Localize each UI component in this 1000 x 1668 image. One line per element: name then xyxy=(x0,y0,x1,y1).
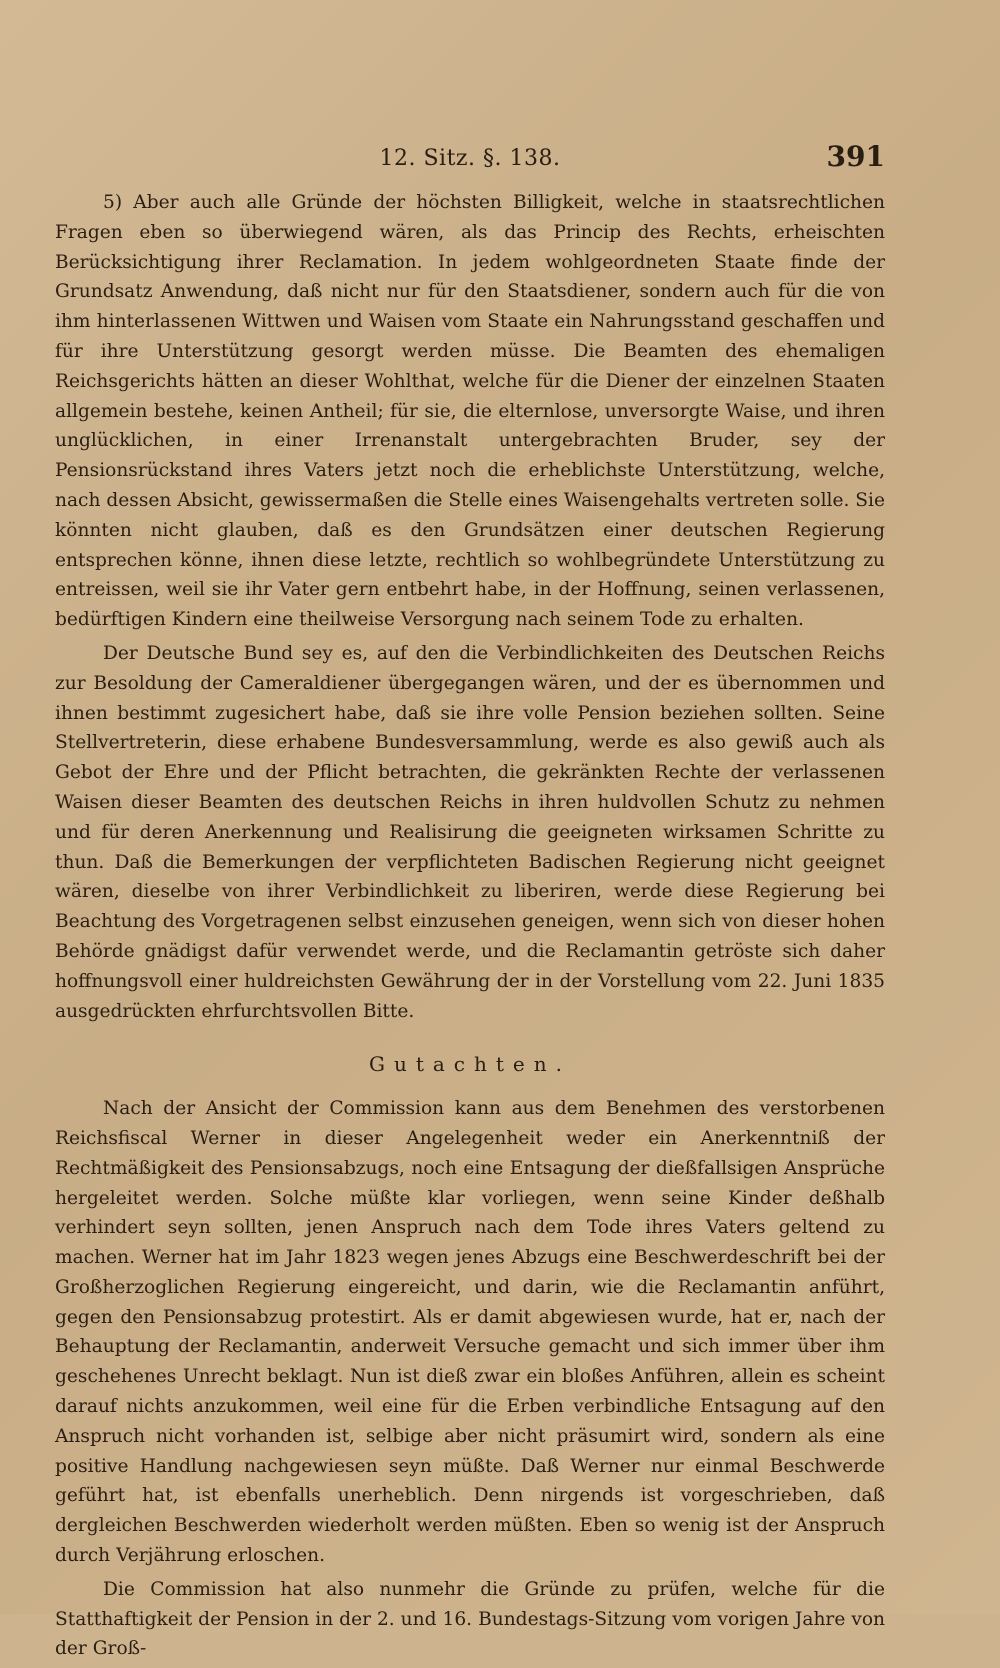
paragraph: Die Commission hat also nunmehr die Gründe zu prüfen, welche für die Statthaftigkeit der Pension in der 2. und 16. Bundestags-Sitzung vom vorigen Jahre von der Groß- xyxy=(55,1578,885,1660)
page-header xyxy=(55,140,885,180)
paragraph: Nach der Ansicht der Commission kann aus dem Benehmen des verstorbenen Reichsfiscal Werner in dieser Angelegenheit weder ein Anerkenntniß der Rechtmäßigkeit des Pensionsabzugs, noch eine Entsagung der dießfallsigen Ansprüche hergeleitet werden. Solche müßte klar vorliegen, wenn seine Kinder deßhalb verhindert seyn sollten, jenen Anspruch nach dem Tode ihres Vaters geltend zu machen. Werner hat im Jahr 1823 wegen jenes Abzugs eine Beschwerdeschrift bei der Großherzoglichen Regierung eingereicht, und darin, wie die Reclamantin anführt, gegen den Pensionsabzug protestirt. Als er damit abgewiesen wurde, hat er, nach der Behauptung der Reclamantin, anderweit Versuche gemacht und sich immer über ihm geschehenes Unrecht beklagt. Nun ist dieß zwar ein bloßes Anführen, allein es scheint darauf nichts anzukommen, weil eine für die Erben verbindliche Entsagung auf den Anspruch nicht vorhanden ist, selbige aber nicht präsumirt wird, sondern als eine positive Handlung nachgewiesen seyn müßte. Daß Werner nur einmal Beschwerde geführt hat, ist ebenfalls unerheblich. Denn nirgends ist vorgeschrieben, daß dergleichen Beschwerden wiederholt werden müßten. Eben so wenig ist der Anspruch durch Verjährung erloschen. xyxy=(55,1098,885,1567)
page-number: 391 xyxy=(826,140,885,173)
paragraph: Der Deutsche Bund sey es, auf den die Verbindlichkeiten des Deutschen Reichs zur Besoldung der Cameraldiener übergegangen wären, und der es übernommen und ihnen bestimmt zugesichert habe, daß sie ihre volle Pension beziehen sollten. Seine Stellvertreterin, diese erhabene Bundesversammlung, werde es also gewiß auch als Gebot der Ehre und der Pflicht betrachten, die gekränkten Rechte der verlassenen Waisen dieser Beamten des deutschen Reichs in ihren huldvollen Schutz zu nehmen und für deren Anerkennung und Realisirung die geeigneten wirksamen Schritte zu thun. Daß die Bemerkungen der verpflichteten Badischen Regierung nicht geeignet wären, dieselbe von ihrer Verbindlichkeit zu liberiren, werde diese Regierung bei Beachtung des Vorgetragenen selbst einzusehen geneigen, wenn sich von dieser hohen Behörde gnädigst dafür verwendet werde, und die Reclamantin getröste sich daher hoffnungsvoll einer huldreichsten Gewährung der in der Vorstellung vom 22. Juni 1835 ausgedrückten ehrfurchtsvollen Bitte. xyxy=(55,642,885,1022)
running-head: 12. Sitz. §. 138. xyxy=(379,146,561,171)
section-heading: Gutachten. xyxy=(368,1052,571,1077)
page-body xyxy=(55,188,885,1668)
paragraph: 5) Aber auch alle Gründe der höchsten Billigkeit, welche in staatsrechtlichen Fragen eben so überwiegend wären, als das Princip des Rechts, erheischten Berücksichtigung ihrer Reclamation. In jedem wohlgeordneten Staate finde der Grundsatz Anwendung, daß nicht nur für den Staatsdiener, sondern auch für die von ihm hinterlassenen Wittwen und Waisen vom Staate ein Nahrungsstand geschaffen und für ihre Unterstützung gesorgt werden müsse. Die Beamten des ehemaligen Reichsgerichts hätten an dieser Wohlthat, welche für die Diener der einzelnen Staaten allgemein bestehe, keinen Antheil; für sie, die elternlose, unversorgte Waise, und ihren unglücklichen, in einer Irrenanstalt untergebrachten Bruder, sey der Pensionsrückstand ihres Vaters jetzt noch die erheblichste Unterstützung, welche, nach dessen Absicht, gewissermaßen die Stelle eines Waisengehalts vertreten solle. Sie könnten nicht glauben, daß es den Grundsätzen einer deutschen Regierung entsprechen könne, ihnen diese letzte, rechtlich so wohlbegründete Unterstützung zu entreissen, weil sie ihr Vater gern entbehrt habe, in der Hoffnung, seinen verlassenen, bedürftigen Kindern eine theilweise Versorgung nach seinem Tode zu erhalten. xyxy=(55,192,885,631)
